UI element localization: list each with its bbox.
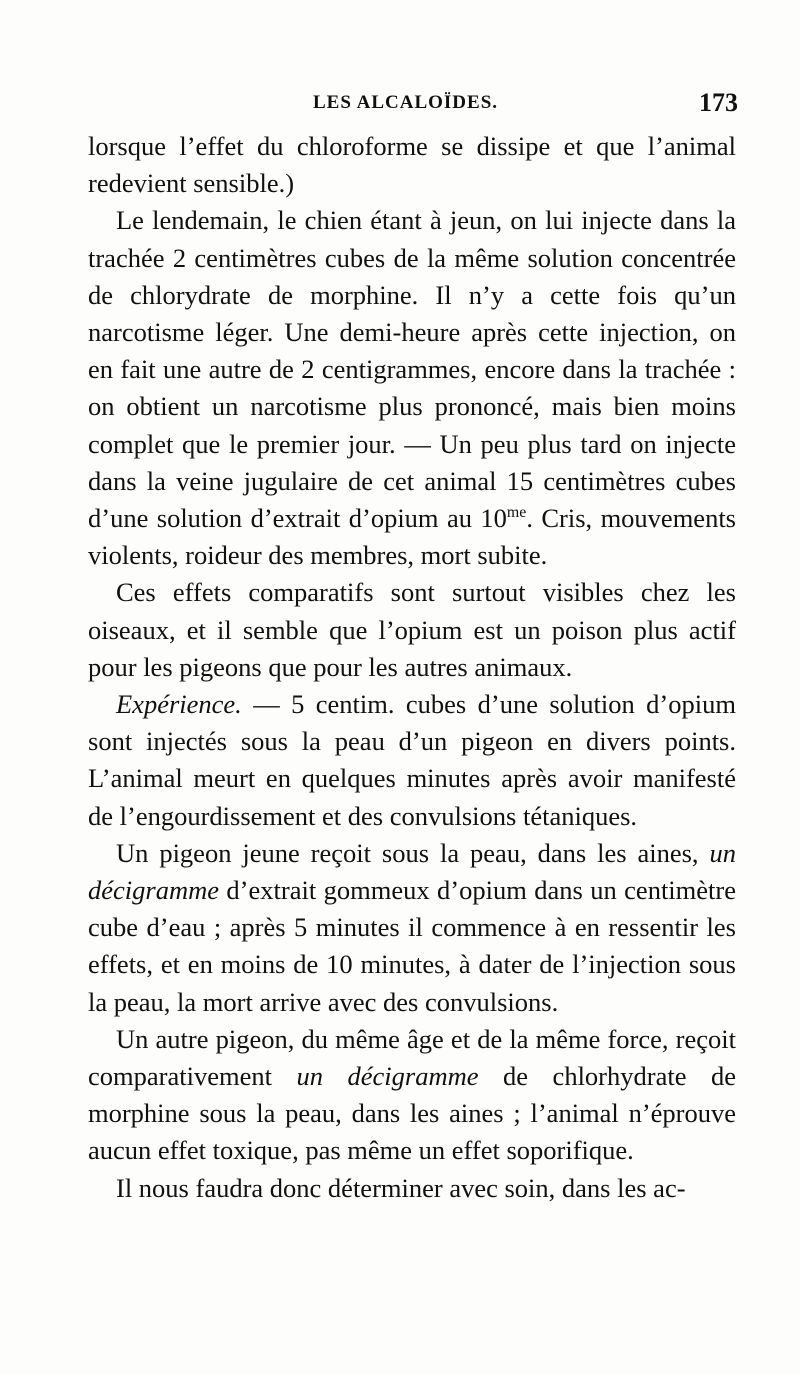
paragraph-6-italic: un décigramme [296, 1061, 479, 1092]
paragraph-3-text: Ces effets comparatifs sont surtout visibles chez les oiseaux, et il semble que l’opium est un poison plus actif pour les pigeons que pour les autres animaux. [88, 577, 736, 682]
paragraph-5 [88, 835, 736, 1021]
paragraph-6-start: Un autre pigeon, du même âge et de la même force, reçoit comparativement [88, 1023, 736, 1092]
paragraph-2-end: . Cris, mouvements violents, roideur des membres, mort subite. [88, 503, 736, 571]
paragraph-2-text: Le lendemain, le chien étant à jeun, on lui injecte dans la trachée 2 centimètres cubes de la même solution concentrée de chlorydrate de morphine. Il n’y a cette fois qu’un narcotisme léger. Une demi-heure après cette injection, on en fait une autre de 2 centigrammes, encore dans la trachée : on obtient un narcotisme plus prononcé, mais bien moins complet que le premier jour. — Un peu plus tard on injecte dans la veine jugulaire de cet animal 15 centimètres cubes d’une solution d’extrait d’opium au 10 [88, 205, 736, 534]
paragraph-7 [88, 1170, 736, 1207]
paragraph-5-start: Un pigeon jeune reçoit sous la peau, dans les aines, [116, 837, 710, 868]
paragraph-6 [88, 1021, 736, 1170]
paragraph-7-text: Il nous faudra donc déterminer avec soin, dans les ac- [116, 1172, 686, 1203]
paragraph-6-end: de chlorhydrate de morphine sous la peau, dans les aines ; l’animal n’éprouve aucun effet toxique, pas même un effet soporifique. [88, 1061, 736, 1166]
ordinal-superscript: me [506, 504, 527, 522]
running-title: LES ALCALOÏDES. [313, 92, 499, 113]
paragraph-5-end: d’extrait gommeux d’opium dans un centimètre cube d’eau ; après 5 minutes il commence à en ressentir les effets, et en moins de 10 minutes, à dater de l’injection sous la peau, la mort arrive avec des convulsions. [88, 875, 736, 1017]
page-number: 173 [699, 88, 738, 117]
paragraph-1 [88, 128, 736, 202]
paragraph-4-text: — 5 centim. cubes d’une solution d’opium sont injectés sous la peau d’un pigeon en divers points. L’animal meurt en quelques minutes après avoir manifesté de l’engourdissement et des convulsions tétaniques. [88, 689, 736, 831]
experiment-label: Expérience. [116, 689, 242, 720]
paragraph-3 [88, 574, 736, 686]
paragraph-4 [88, 686, 736, 835]
paragraph-1-text: lorsque l’effet du chloroforme se dissipe et que l’animal redevient sensible.) [88, 131, 736, 199]
body-text [88, 128, 736, 1207]
paragraph-2 [88, 202, 736, 574]
running-head [88, 88, 738, 120]
paragraph-5-italic: un décigramme [88, 837, 736, 906]
